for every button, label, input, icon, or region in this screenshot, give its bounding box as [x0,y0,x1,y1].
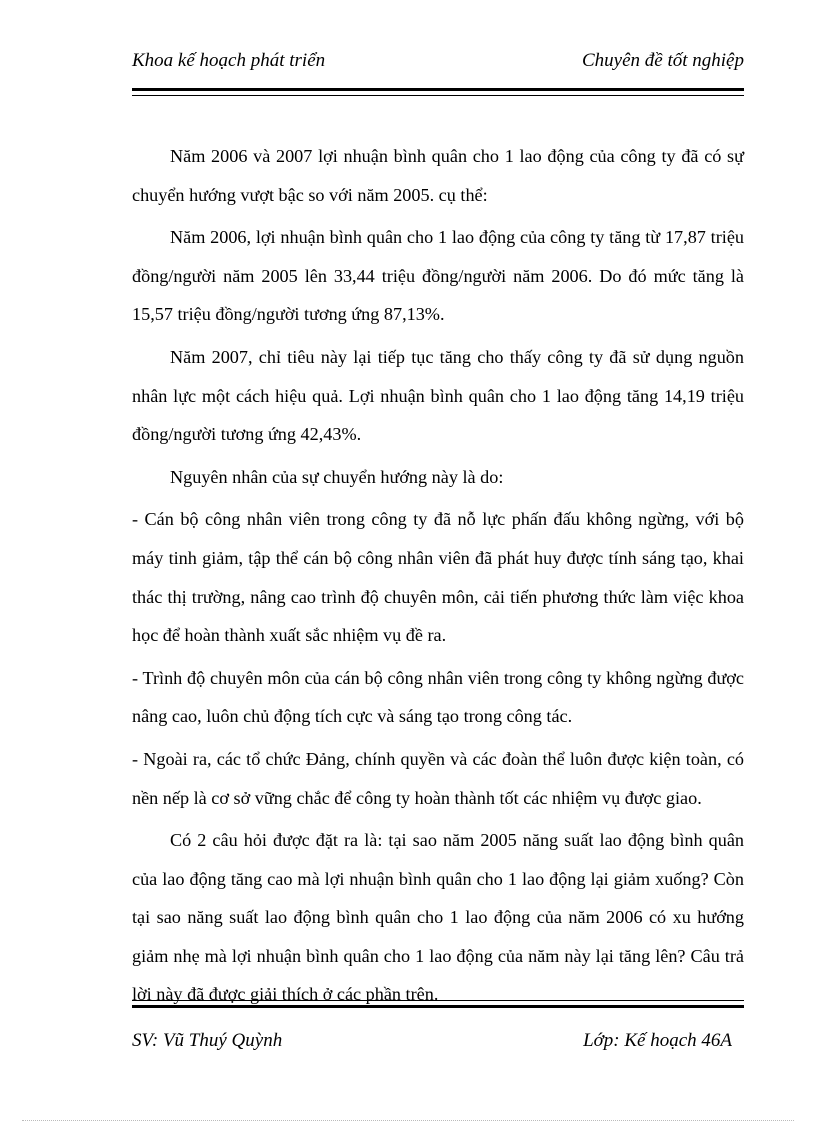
header-doc-type: Chuyên đề tốt nghiệp [582,50,744,71]
paragraph-causes-intro: Nguyên nhân của sự chuyển hướng này là do: [170,466,504,487]
paragraph-intro: Năm 2006 và 2007 lợi nhuận bình quân cho 1 lao động của công ty đã có sự chuyển hướng vượt bậc so với năm 2005. cụ thể: [132,146,744,205]
bullet-item-3: - Ngoài ra, các tổ chức Đảng, chính quyền và các đoàn thể luôn được kiện toàn, có nền nếp là cơ sở vững chắc để công ty hoàn thành tốt các nhiệm vụ được giao. [132,748,744,808]
header-rule [132,88,744,96]
bullet-item-1: - Cán bộ công nhân viên trong công ty đã nỗ lực phấn đấu không ngừng, với bộ máy tinh giảm, tập thể cán bộ công nhân viên đã phát huy được tính sáng tạo, khai thác thị trường, nâng cao trình độ chuyên môn, cải tiến phương thức làm việc khoa học để hoàn thành xuất sắc nhiệm vụ đề ra. [132,509,744,646]
paragraph-2006: Năm 2006, lợi nhuận bình quân cho 1 lao động của công ty tăng từ 17,87 triệu đồng/người năm 2005 lên 33,44 triệu đồng/người năm 2006. Do đó mức tăng là 15,57 triệu đồng/người tương ứng 87,13%. [132,227,744,325]
footer-class: Lớp: Kế hoạch 46A [583,1030,732,1051]
header-faculty: Khoa kế hoạch phát triển [132,50,326,71]
page-footer [132,1030,732,1052]
page-break-line [22,1120,794,1121]
footer-rule [132,1000,744,1008]
footer-student: SV: Vũ Thuý Quỳnh [132,1030,283,1051]
page-header [132,50,744,72]
bullet-item-2: - Trình độ chuyên môn của cán bộ công nhân viên trong công ty không ngừng được nâng cao, luôn chủ động tích cực và sáng tạo trong công tác. [132,667,744,727]
paragraph-2007: Năm 2007, chỉ tiêu này lại tiếp tục tăng cho thấy công ty đã sử dụng nguồn nhân lực một cách hiệu quả. Lợi nhuận bình quân cho 1 lao động tăng 14,19 triệu đồng/người tương ứng 42,43%. [132,346,744,445]
paragraph-questions: Có 2 câu hỏi được đặt ra là: tại sao năm 2005 năng suất lao động bình quân của lao động tăng cao mà lợi nhuận bình quân cho 1 lao động lại giảm xuống? Còn tại sao năng suất lao động bình quân cho 1 lao động của năm 2006 có xu hướng giảm nhẹ mà lợi nhuận bình quân cho 1 lao động của năm này lại tăng lên? Câu trả lời này đã được giải thích ở các phần trên. [132,830,744,1005]
page-body [132,137,744,1018]
